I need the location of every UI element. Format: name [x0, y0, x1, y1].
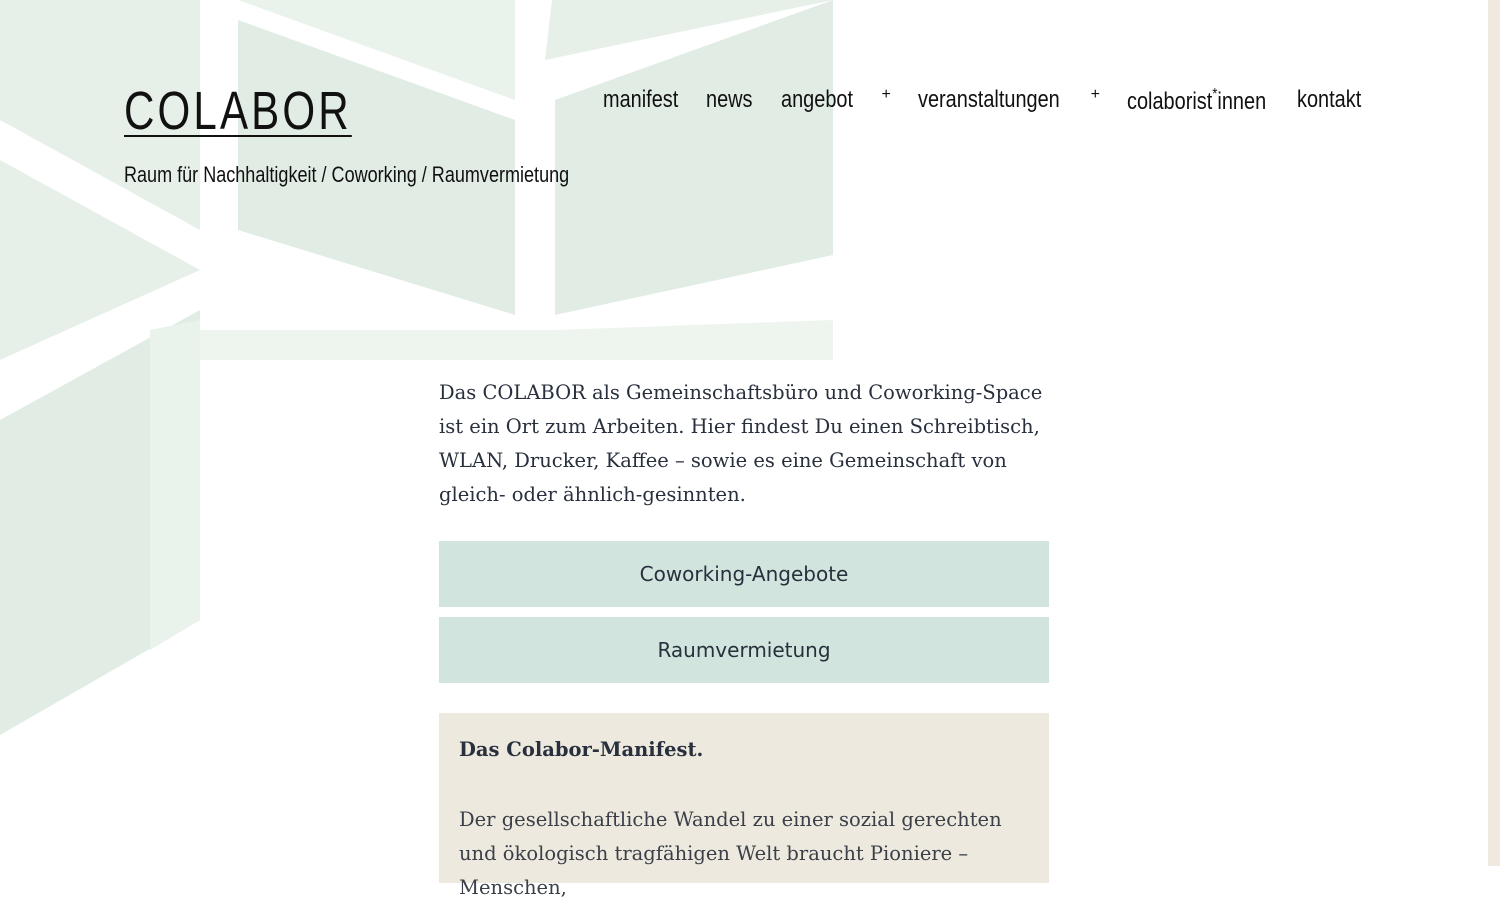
manifest-title: Das Colabor-Manifest. — [459, 738, 704, 761]
main-navigation — [603, 86, 1374, 116]
right-edge-strip — [1488, 0, 1500, 866]
site-title-link[interactable]: COLABOR — [124, 81, 352, 141]
nav-item-kontakt[interactable]: kontakt — [1296, 86, 1361, 113]
nav-item-angebot[interactable]: angebot — [780, 86, 853, 113]
site-description: Raum für Nachhaltigkeit / Coworking / Raumvermietung — [124, 162, 570, 187]
coworking-angebote-button[interactable]: Coworking-Angebote — [439, 541, 1049, 607]
nav-item-colaboristinnen[interactable] — [1127, 86, 1266, 116]
intro-paragraph: Das COLABOR als Gemeinschaftsbüro und Coworking-Space ist ein Ort zum Arbeiten. Hier findest Du einen Schreibtisch, WLAN, Drucker, Kaffee – sowie es eine Gemeinschaft von gleich- oder ähnlich-gesinnten. — [439, 381, 1043, 506]
veranstaltungen-expand-icon[interactable]: + — [1090, 86, 1100, 103]
gender-star: * — [1212, 86, 1218, 103]
nav-colaborist-suffix: innen — [1217, 88, 1267, 115]
nav-item-veranstaltungen[interactable]: veranstaltungen — [917, 86, 1060, 113]
nav-item-manifest[interactable]: manifest — [603, 86, 679, 113]
manifest-text: Der gesellschaftliche Wandel zu einer sozial gerechten und ökologisch tragfähigen Welt braucht Pioniere – Menschen, — [459, 808, 1002, 899]
nav-colaborist-prefix: colaborist — [1126, 88, 1213, 115]
raumvermietung-button[interactable]: Raumvermietung — [439, 617, 1049, 683]
manifest-box — [439, 713, 1049, 899]
angebot-expand-icon[interactable]: + — [881, 86, 891, 103]
nav-item-news[interactable]: news — [705, 86, 753, 113]
